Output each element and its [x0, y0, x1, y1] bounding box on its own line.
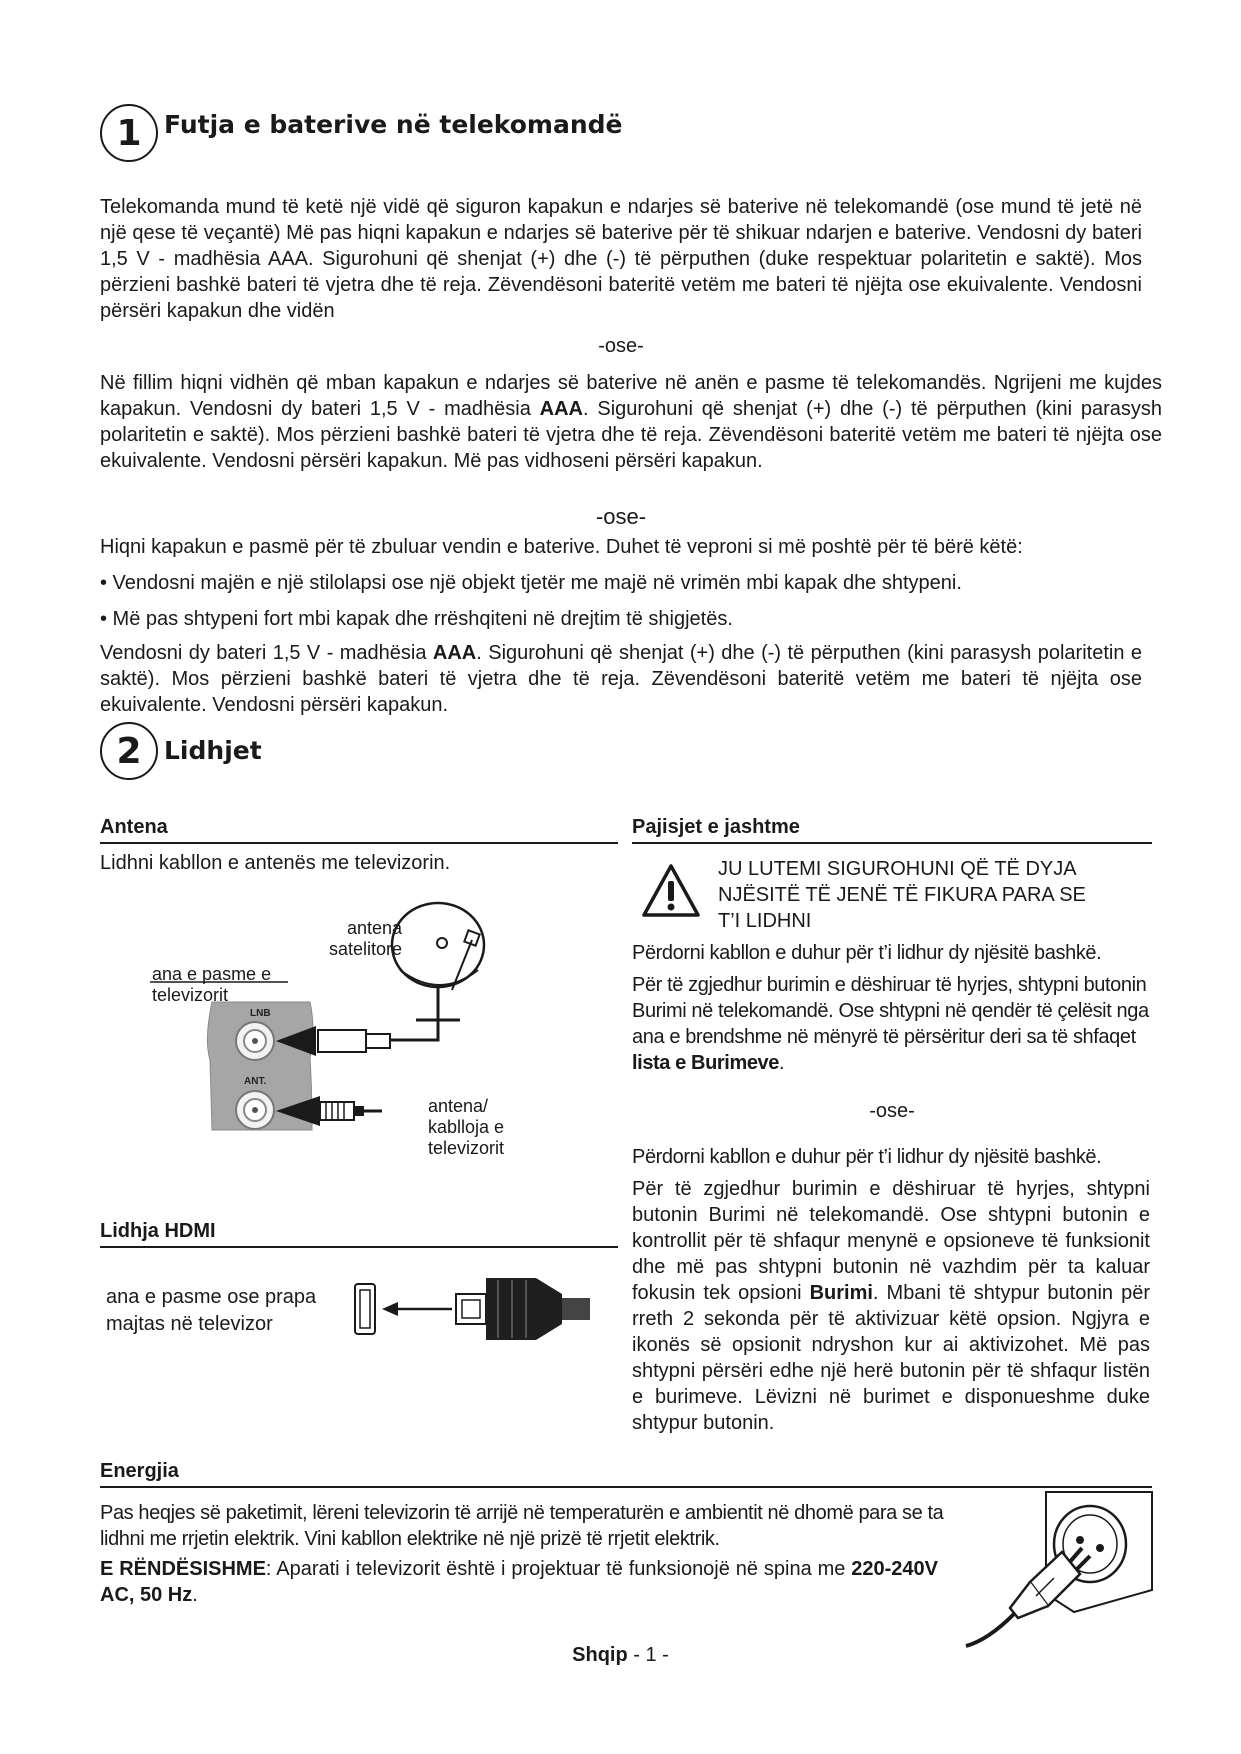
hdmi-port-icon — [355, 1284, 375, 1334]
footer-page-number: - 1 - — [627, 1644, 669, 1666]
label-tv-back — [152, 964, 271, 1006]
section-1-paragraph-3: Hiqni kapakun e pasmë për të zbuluar vendin e baterive. Duhet të veproni si më poshtë për të bërë këtë: — [100, 536, 1023, 558]
ext-p4-text-a: Për të zgjedhur burimin e dëshiruar të hyrjes, shtypni butonin Burimi në telekomandë. Ose shtypni butonin e kontrollit për të shfaqur menynë e opsioneve të funksionit dhe më pas shtypni butonin në vazhdim për ta kaluar fokusin tek opsioni — [632, 1178, 1150, 1304]
para4-bold: AAA — [432, 642, 477, 664]
label-satellite-antenna — [322, 918, 402, 960]
section-1-title: Futja e baterive në telekomandë — [164, 110, 623, 139]
page-footer — [0, 1644, 1241, 1667]
para4-text-a: Vendosni dy bateri 1,5 V - madhësia — [100, 642, 433, 664]
label-cable-3: televizorit — [428, 1138, 505, 1158]
power-p2-end: . — [192, 1584, 198, 1606]
hdmi-heading: Lidhja HDMI — [100, 1220, 618, 1248]
section-1-number: 1 — [100, 104, 158, 162]
external-paragraph-1: Përdorni kabllon e duhur për t’i lidhur dy njësitë bashkë. — [632, 942, 1102, 964]
label-cable-2: kablloja e — [428, 1117, 505, 1137]
footer-language: Shqip — [572, 1644, 628, 1666]
power-p2-text: : Aparati i televizorit është i projektuar të funksionojë në spina me — [265, 1558, 852, 1580]
para2-bold: AAA — [539, 398, 583, 420]
power-heading: Energjia — [100, 1460, 1152, 1488]
power-important-label: E RËNDËSISHME — [100, 1558, 266, 1580]
label-back-1: ana e pasme e — [152, 964, 272, 984]
warning-text — [718, 856, 1158, 934]
label-back-2: televizorit — [152, 985, 229, 1005]
satellite-dish-icon — [392, 903, 484, 1032]
ant-plug-icon — [320, 1102, 354, 1120]
ext-p2-text-b: . — [779, 1052, 785, 1074]
ext-p4-bold: Burimi — [809, 1282, 873, 1304]
label-antenna-cable — [428, 1096, 504, 1159]
section-1-paragraph-1: Telekomanda mund të ketë një vidë që siguron kapakun e ndarjes së baterive në telekomandë (ose mund të jetë në një qese të veçantë) Më pas hiqni kapakun e ndarjes së baterive për të shikuar ndarjen e baterive. Vendosni dy bateri 1,5 V - madhësia AAA. Sigurohuni që shenjat (+) dhe (-) të përputhen (duke respektuar polaritetin e saktë). Mos përzieni bashkë bateri të vjetra dhe të reja. Zëvendësoni bateritë vetëm me bateri të njëjta ose ekuivalente. Vendosni përsëri kapakun dhe vidën — [100, 196, 1142, 322]
hdmi-label-2: majtas në televizor — [106, 1313, 273, 1335]
bullet-1: • Vendosni majën e një stilolapsi ose një objekt tjetër me majë në vrimën mbi kapak dhe shtypeni. — [100, 572, 962, 594]
warning-icon — [640, 862, 702, 920]
external-devices-heading: Pajisjet e jashtme — [632, 816, 1152, 844]
ant-label: ANT. — [244, 1076, 267, 1087]
hdmi-connection-diagram — [352, 1272, 592, 1346]
para4-text-b: . Sigurohuni që shenjat (+) dhe (-) të përputhen (kini parasysh polaritetin e saktë). Mos përzieni bashkë bateri të vjetra dhe të reja. Zëvendësoni bateritë vetëm me bateri të njëjta ose ekuivalente. Vendosni përsëri kapakun. — [100, 642, 1142, 716]
warning-line-1: JU LUTEMI SIGUROHUNI QË TË DYJA — [718, 858, 1077, 880]
section-2-number: 2 — [100, 722, 158, 780]
label-satellite-2: satelitore — [328, 939, 402, 959]
hdmi-label-1: ana e pasme ose prapa — [106, 1286, 317, 1308]
or-separator-2: -ose- — [595, 504, 647, 529]
power-plug-socket-illustration — [958, 1490, 1158, 1650]
ext-p2-text-a: Për të zgjedhur burimin e dëshiruar të hyrjes, shtypni butonin Burimi në telekomandë. Ose shtypni në qendër të çelësit nga ana e brendshme në mënyrë të përsëritur deri sa të shfaqet — [632, 974, 1149, 1048]
lnb-label: LNB — [250, 1008, 271, 1019]
hdmi-arrow-icon — [382, 1302, 398, 1316]
hdmi-plug-icon — [456, 1278, 590, 1340]
hdmi-label — [106, 1284, 316, 1338]
external-paragraph-3: Përdorni kabllon e duhur për t’i lidhur dy njësitë bashkë. — [632, 1146, 1102, 1168]
external-paragraph-2 — [632, 972, 1152, 1076]
para2-text-b: . Sigurohuni që shenjat (+) dhe (-) të përputhen (kini parasysh polaritetin e saktë). Mos përzieni bashkë bateri të vjetra dhe të reja. Zëvendësoni bateritë vetëm me bateri të njëjta ose ekuivalente. Vendosni përsëri kapakun. Më pas vidhoseni përsëri kapakun. — [100, 398, 1162, 472]
or-separator-3: -ose- — [869, 1100, 915, 1122]
bullet-2: • Më pas shtypeni fort mbi kapak dhe rrëshqiteni në drejtim të shigjetës. — [100, 608, 733, 630]
external-paragraph-4 — [632, 1176, 1150, 1436]
label-satellite-1: antena — [346, 918, 402, 938]
or-separator-1: -ose- — [598, 335, 644, 357]
label-cable-1: antena/ — [428, 1096, 489, 1116]
antenna-heading: Antena — [100, 816, 618, 844]
section-2-title: Lidhjet — [164, 736, 262, 765]
power-paragraph-2 — [100, 1556, 938, 1608]
warning-line-3: T’I LIDHNI — [718, 910, 812, 932]
ext-p4-text-b: . Mbani të shtypur butonin për rreth 2 sekonda për të aktivizuar këtë opsion. Ngjyra e ikonës së opsionit ndryshon kur ai aktivizohet. Më pas shtypni përsëri edhe një herë butonin për të shfaqur listën e burimeve. Lëvizni në burimet e disponueshme duke shtypur butonin. — [632, 1282, 1150, 1434]
warning-line-2: NJËSITË TË JENË TË FIKURA PARA SE — [718, 884, 1086, 906]
power-voltage: 220-240V AC, 50 Hz — [100, 1558, 938, 1606]
ext-p2-bold: lista e Burimeve — [632, 1052, 780, 1074]
para2-text-a: Në fillim hiqni vidhën që mban kapakun e ndarjes së baterive në anën e pasme të telekomandës. Ngrijeni me kujdes kapakun. Vendosni dy bateri 1,5 V - madhësia — [100, 372, 1162, 420]
lnb-plug-icon — [318, 1030, 366, 1052]
antenna-text: Lidhni kabllon e antenës me televizorin. — [100, 852, 451, 874]
power-paragraph-1: Pas heqjes së paketimit, lëreni televizorin të arrijë në temperaturën e ambientit në dhomë para se ta lidhni me rrjetin elektrik. Vini kabllon elektrike në një prizë të rrjetit elektrik. — [100, 1502, 944, 1550]
section-1-paragraph-4 — [100, 640, 1142, 718]
section-1-paragraph-2 — [100, 370, 1162, 474]
